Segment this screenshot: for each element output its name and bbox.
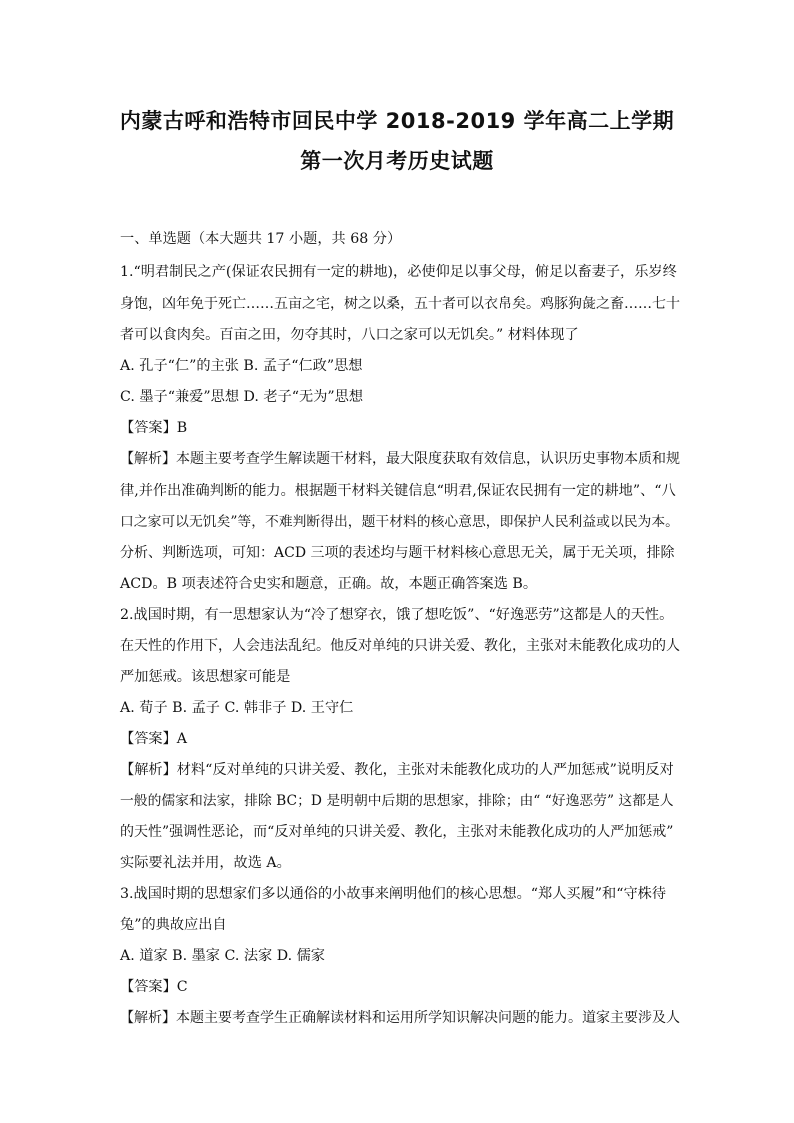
- exam-title-line2: 第一次月考历史试题: [300, 149, 494, 173]
- q2-options: A. 荀子 B. 孟子 C. 韩非子 D. 王守仁: [120, 700, 354, 716]
- q2-analysis-line2: 一般的儒家和法家，排除 BC；D 是明朝中后期的思想家，排除；由“ “好逸恶劳” 这都是人: [120, 793, 674, 809]
- q1-options-ab: A. 孔子“仁”的主张 B. 孟子“仁政”思想: [120, 358, 363, 374]
- q1-analysis-line3: 口之家可以无饥矣”等，不难判断得出，题干材料的核心意思，即保护人民利益或以民为本。: [120, 514, 679, 530]
- q3-stem-line1: 3.战国时期的思想家们多以通俗的小故事来阐明他们的核心思想。“郑人买履”和“守株待: [120, 886, 667, 902]
- q1-stem-line3: 者可以食肉矣。百亩之田，勿夺其时，八口之家可以无饥矣。” 材料体现了: [120, 327, 579, 343]
- q1-stem-line1: 1.“明君制民之产(保证农民拥有一定的耕地)，必使仰足以事父母，俯足以畜妻子，乐岁终: [120, 264, 677, 280]
- q1-analysis-line5: ACD。B 项表述符合史实和题意，正确。故，本题正确答案选 B。: [120, 576, 538, 592]
- q2-answer: 【答案】A: [120, 731, 187, 747]
- q1-analysis-line1: 【解析】本题主要考查学生解读题干材料，最大限度获取有效信息，认识历史事物本质和规: [120, 451, 680, 467]
- q1-answer: 【答案】B: [120, 420, 188, 436]
- q2-analysis-line4: 实际要礼法并用，故选 A。: [120, 855, 291, 871]
- exam-title-line1: 内蒙古呼和浩特市回民中学 2018-2019 学年高二上学期: [119, 109, 675, 133]
- q3-stem-line2: 兔”的典故应出自: [120, 917, 227, 933]
- q2-analysis-line3: 的天性”强调性恶论，而“反对单纯的只讲关爱、教化，主张对未能教化成功的人严加惩戒”: [120, 824, 674, 840]
- q2-stem-line3: 严加惩戒。该思想家可能是: [120, 669, 291, 685]
- q2-stem-line2: 在天性的作用下，人会违法乱纪。他反对单纯的只讲关爱、教化，主张对未能教化成功的人: [120, 638, 680, 654]
- q3-answer: 【答案】C: [120, 979, 188, 995]
- q2-analysis-line1: 【解析】材料“反对单纯的只讲关爱、教化，主张对未能教化成功的人严加惩戒”说明反对: [120, 762, 674, 778]
- section-header: 一、单选题（本大题共 17 小题，共 68 分）: [120, 231, 402, 247]
- q1-analysis-line2: 律,并作出准确判断的能力。根据题干材料关键信息“明君,保证农民拥有一定的耕地”、“八: [120, 483, 676, 499]
- q1-options-cd: C. 墨子“兼爱”思想 D. 老子“无为”思想: [120, 389, 364, 405]
- q1-analysis-line4: 分析、判断选项，可知：ACD 三项的表述均与题干材料核心意思无关，属于无关项，排除: [120, 545, 675, 561]
- q3-analysis-line1: 【解析】本题主要考查学生正确解读材料和运用所学知识解决问题的能力。道家主要涉及人: [120, 1010, 680, 1026]
- q3-options: A. 道家 B. 墨家 C. 法家 D. 儒家: [120, 948, 325, 964]
- q2-stem-line1: 2.战国时期，有一思想家认为“冷了想穿衣，饿了想吃饭”、“好逸恶劳”这都是人的天性。: [120, 607, 674, 623]
- q1-stem-line2: 身饱，凶年免于死亡……五亩之宅，树之以桑，五十者可以衣帛矣。鸡豚狗彘之畜……七十: [120, 296, 680, 312]
